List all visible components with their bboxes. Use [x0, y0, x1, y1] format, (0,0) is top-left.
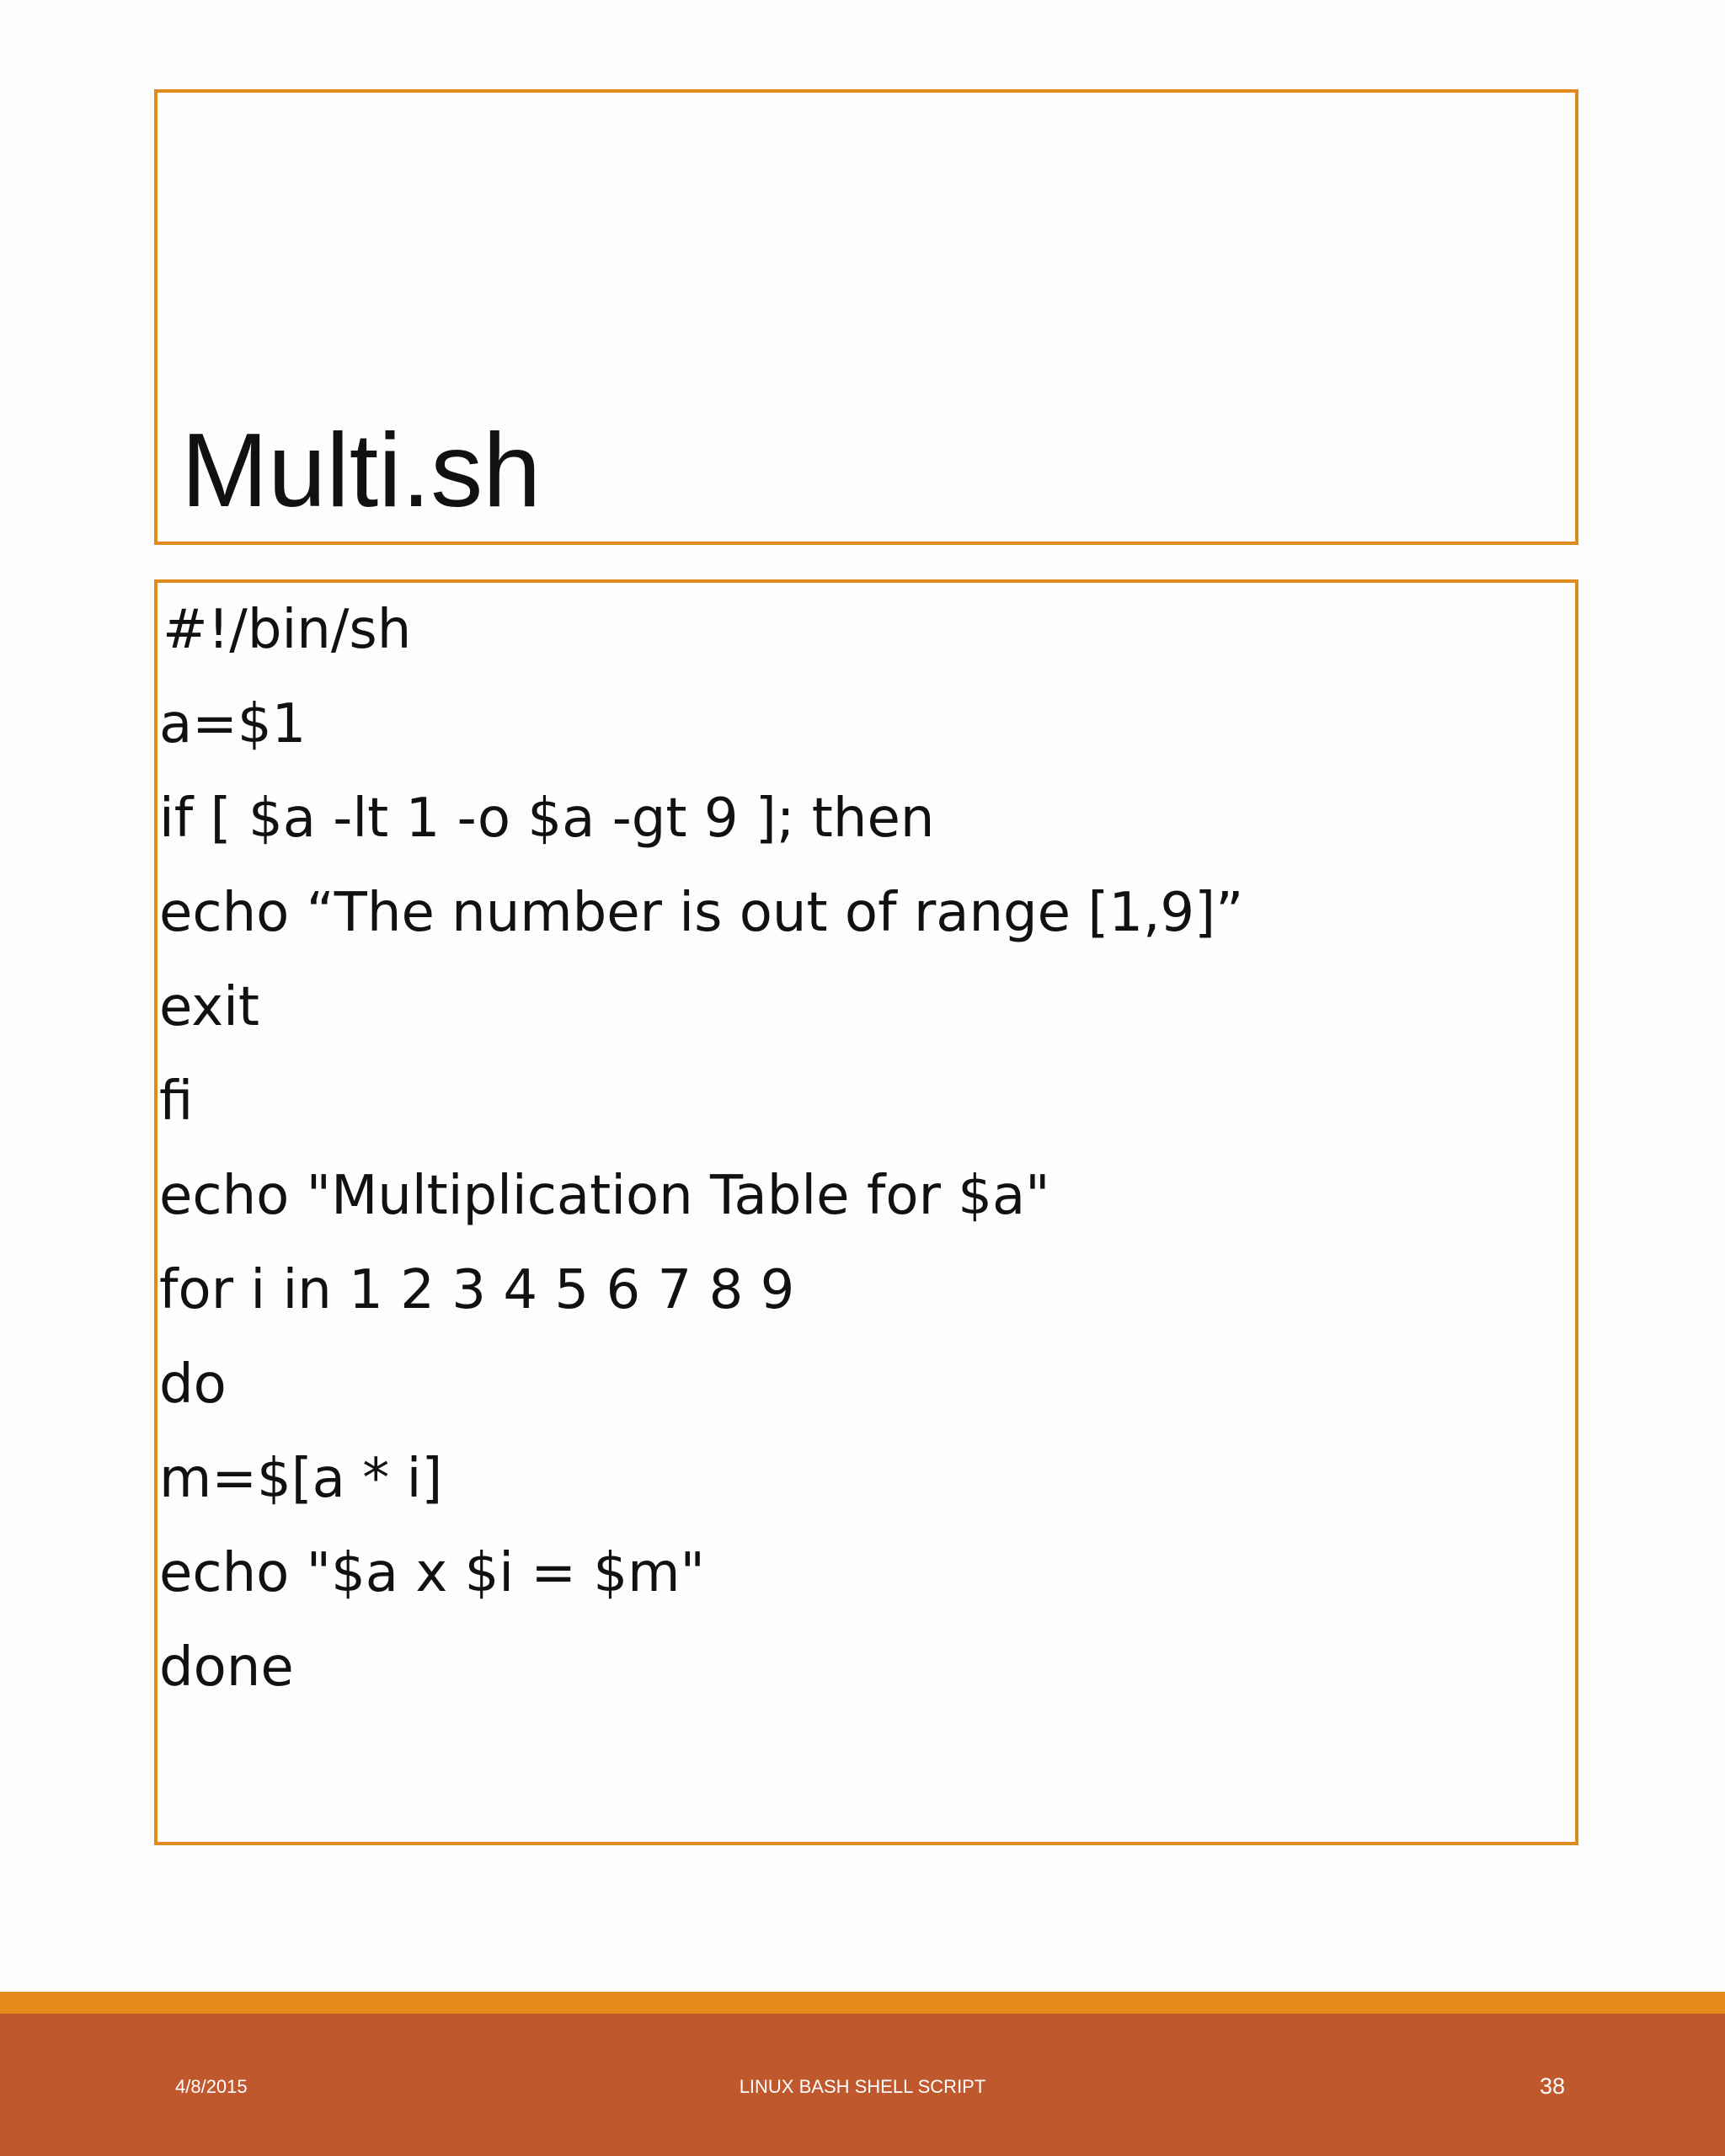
code-line: echo "$a x $i = $m"	[159, 1542, 705, 1604]
code-line: if [ $a -lt 1 -o $a -gt 9 ]; then	[159, 787, 935, 850]
code-line: #!/bin/sh	[163, 599, 412, 661]
code-line: for i in 1 2 3 4 5 6 7 8 9	[159, 1259, 795, 1321]
code-line: echo "Multiplication Table for $a"	[159, 1165, 1050, 1227]
code-line: exit	[159, 976, 259, 1038]
code-line: echo “The number is out of range [1,9]”	[159, 882, 1244, 944]
footer-accent-stripe	[0, 1992, 1725, 2014]
code-line: m=$[a * i]	[159, 1448, 443, 1510]
footer-title: LINUX BASH SHELL SCRIPT	[739, 2076, 986, 2097]
code-line: a=$1	[159, 693, 307, 755]
slide-title: Multi.sh	[181, 413, 542, 529]
code-block	[159, 583, 1243, 1715]
title-placeholder	[154, 89, 1578, 545]
code-line: fi	[159, 1070, 194, 1133]
code-content-box	[154, 579, 1578, 1845]
footer-date: 4/8/2015	[175, 2076, 248, 2097]
code-line: do	[159, 1353, 227, 1416]
code-line: done	[159, 1636, 294, 1699]
slide-number: 38	[1539, 2073, 1565, 2099]
